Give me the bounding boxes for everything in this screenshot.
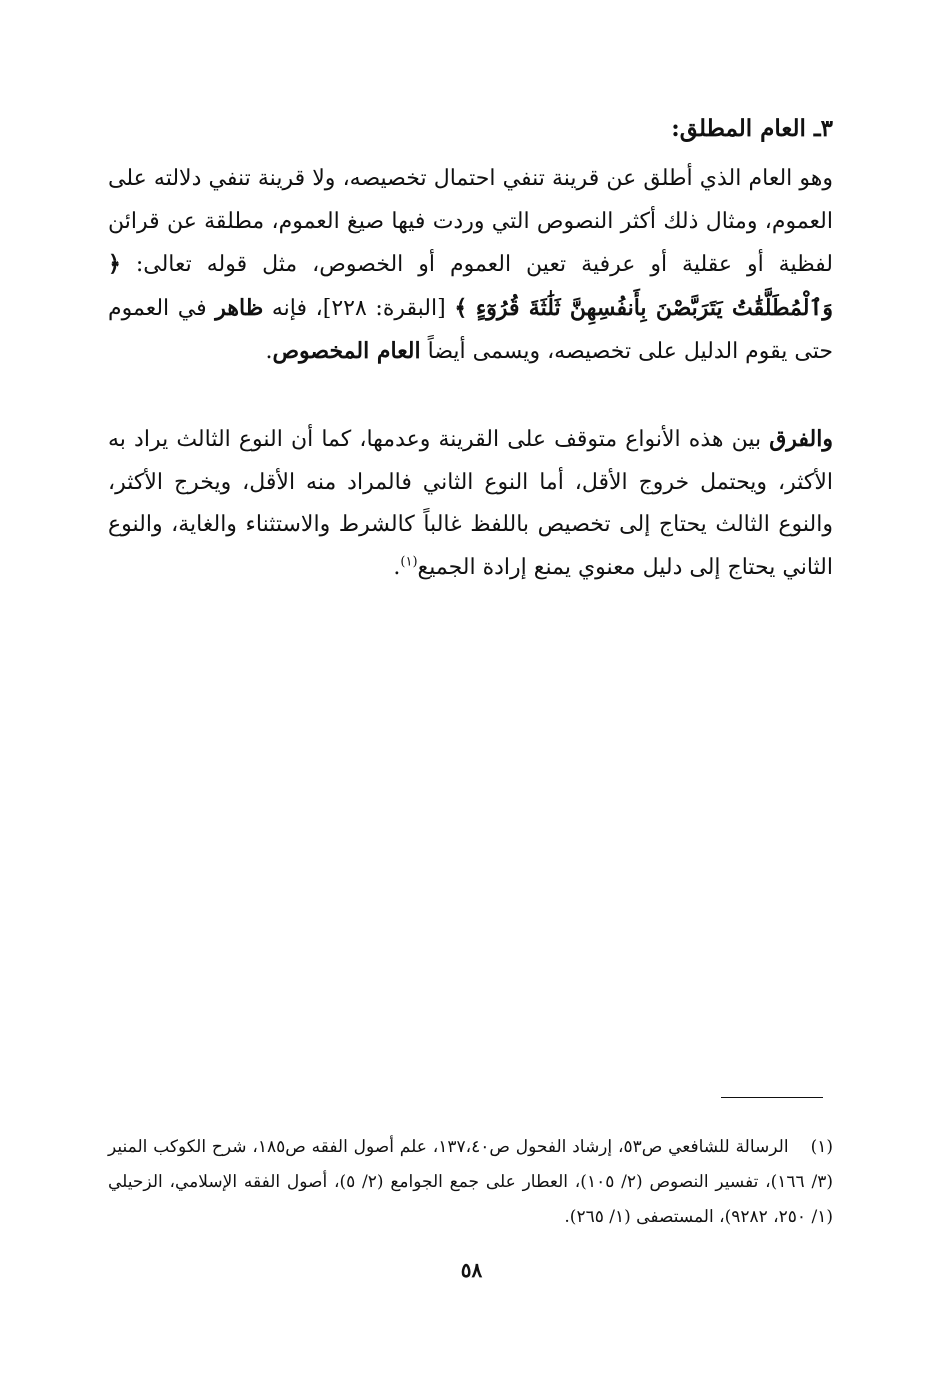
footnote-marker: (١) xyxy=(810,1137,833,1157)
paragraph2-end: . xyxy=(393,554,401,580)
section-heading: ٣ـ العام المطلق: xyxy=(671,115,833,142)
surah-citation: [البقرة: ٢٢٨]، فإنه xyxy=(271,295,446,321)
quran-verse: وَٱلْمُطَلَّقَٰتُ يَتَرَبَّصْنَ بِأَنفُسِهِنَّ ثَلَٰثَةَ قُرُوٓءٍ xyxy=(475,294,833,321)
paragraph1-end: . xyxy=(265,339,273,364)
page-number: ٥٨ xyxy=(460,1258,483,1282)
ayah-open-bracket: ﴿ xyxy=(108,251,121,277)
bold-lead-difference: والفرق xyxy=(769,426,833,452)
paragraph-general-absolute xyxy=(108,158,833,374)
bold-term-specified-general: العام المخصوص xyxy=(272,338,421,364)
paragraph-difference xyxy=(108,418,833,589)
footnote-separator xyxy=(721,1097,823,1098)
footnote-text: الرسالة للشافعي ص٥٣، إرشاد الفحول ص١٣٧،٤٠، علم أصول الفقه ص١٨٥، شرح الكوكب المنير (٣/ ١٦٦)، تفسير النصوص (٢/ ١٠٥)، العطار على جمع الجوامع (٢/ ٥)، أصول الفقه الإسلامي، الزحيلي (١/ ٢٥٠، ٩٢٨٢)، المستصفى (١/ ٢٦٥). xyxy=(108,1137,833,1227)
paragraph2-text: بين هذه الأنواع متوقف على القرينة وعدمها، كما أن النوع الثالث يراد به الأكثر، ويحتمل خروج الأقل، أما النوع الثاني فالمراد منه الأقل، ويخرج الأكثر، والنوع الثالث يحتاج إلى تخصيص باللفظ غالباً كالشرط والاستثناء والغاية، والنوع الثاني يحتاج إلى دليل معنوي يمنع إرادة الجميع xyxy=(108,427,833,580)
footnote xyxy=(108,1130,833,1235)
bold-term-zahir: ظاهر xyxy=(215,294,264,321)
paragraph1-text: وهو العام الذي أطلق عن قرينة تنفي احتمال تخصيصه، ولا قرينة تنفي دلالته على العموم، ومثال ذلك أكثر النصوص التي وردت فيها صيغ العموم، مطلقة عن قرائن لفظية أو عقلية أو عرفية تعين العموم أو الخصوص، مثل قوله تعالى: xyxy=(108,166,833,277)
paragraph1-continuation: في العموم حتى يقوم الدليل على تخصيصه، ويسمى أيضاً xyxy=(108,295,833,364)
footnote-reference[interactable]: (١) xyxy=(400,554,418,570)
ayah-close-bracket: ﴾ xyxy=(454,294,468,321)
